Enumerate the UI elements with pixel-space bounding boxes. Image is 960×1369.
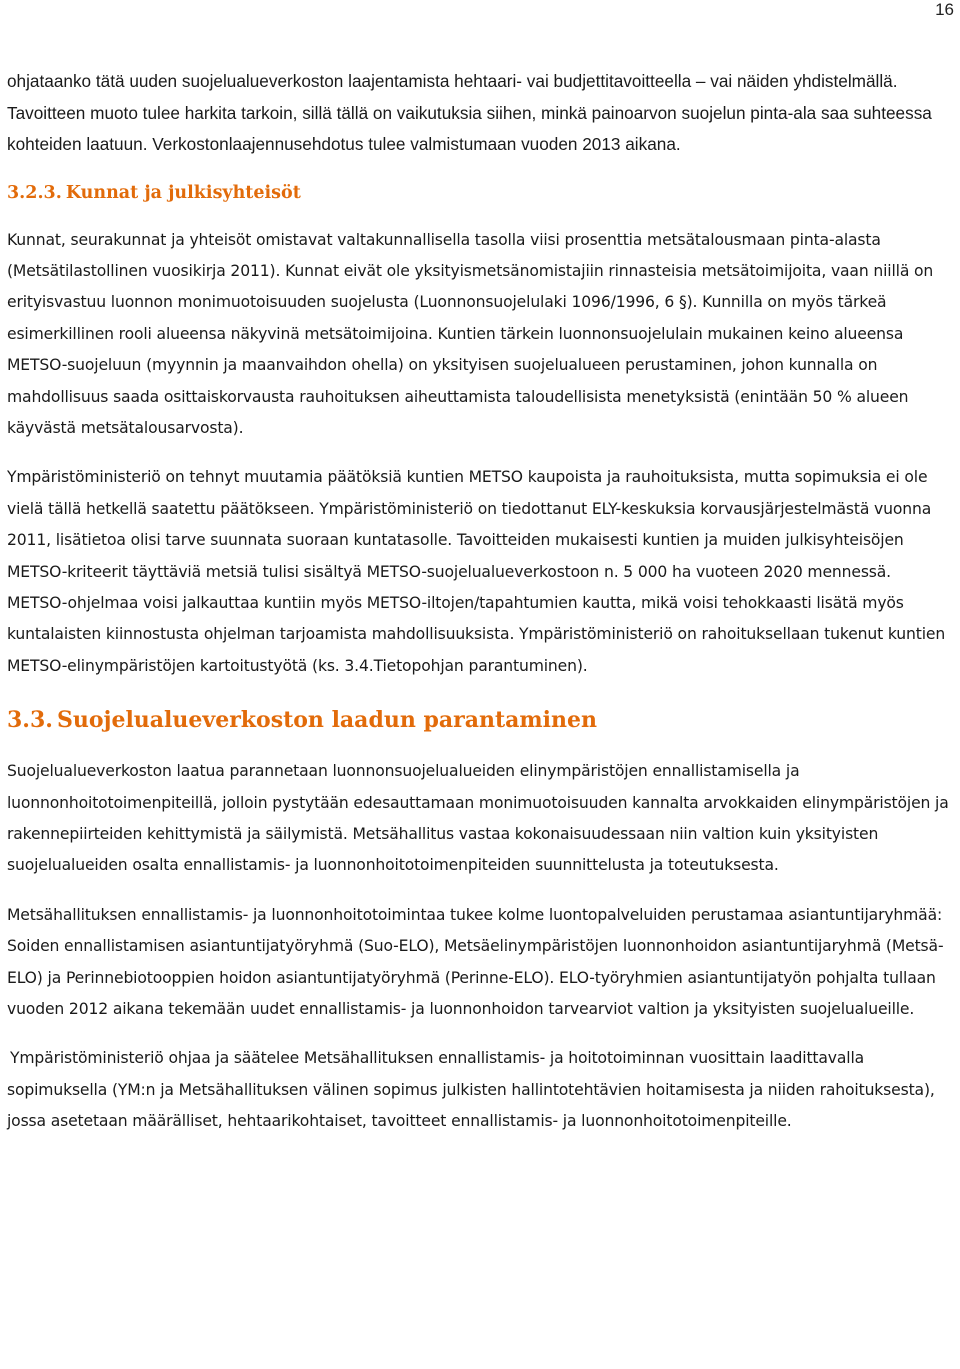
section-number: 3.3. [7, 707, 53, 734]
page-content [7, 66, 953, 1138]
paragraph: Suojelualueverkoston laatua parannetaan luonnonsuojelualueiden elinympäristöjen ennallistamisella ja luonnonhoitotoimenpiteillä, jolloin pystytään edesauttamaan monimuotoisuuden kannalta arvokkaiden elinympäristöjen ja rakennepiirteiden kehittymistä ja säilymistä. Metsähallitus vastaa kokonaisuudessaan niin valtion kuin yksityisten suojelualueiden osalta ennallistamis- ja luonnonhoitotoimenpiteiden suunnittelusta ja toteutuksesta. [7, 762, 949, 875]
section-heading-3-3 [7, 706, 953, 734]
paragraph: Ympäristöministeriö ohjaa ja säätelee Metsähallituksen ennallistamis- ja hoitotoiminnan vuosittain laadittavalla sopimuksella (YM:n ja Metsähallituksen välinen sopimus julkisten hallintotehtävien hoitamisesta ja niiden rahoituksesta), jossa asetetaan määrälliset, hehtaarikohtaiset, tavoitteet ennallistamis- ja luonnonhoitotoimenpiteille. [7, 1049, 935, 1131]
page-number: 16 [935, 0, 954, 19]
section-title: Kunnat ja julkisyhteisöt [65, 182, 301, 203]
section-number: 3.2.3. [7, 182, 62, 203]
section-heading-3-2-3 [7, 181, 953, 205]
section-title: Suojelualueverkoston laadun parantaminen [56, 707, 597, 734]
paragraph: Ympäristöministeriö on tehnyt muutamia päätöksiä kuntien METSO kaupoista ja rauhoituksista, mutta sopimuksia ei ole vielä tällä hetkellä saatettu päätökseen. Ympäristöministeriö on tiedottanut ELY-keskuksia korvausjärjestelmästä vuonna 2011, lisätietoa olisi tarve suunnata suoraan kuntatasolle. Tavoitteiden mukaisesti kuntien ja muiden julkisyhteisöjen METSO-kriteerit täyttäviä metsiä tulisi sisältyä METSO-suojelualueverkostoon n. 5 000 ha vuoteen 2020 mennessä. METSO-ohjelmaa voisi jalkauttaa kuntiin myös METSO-iltojen/tapahtumien kautta, mikä voisi tehokkaasti lisätä myös kuntalaisten kiinnostusta ohjelman tarjoamista mahdollisuuksista. Ympäristöministeriö on rahoituksellaan tukenut kuntien METSO-elinympäristöjen kartoitustyötä (ks. 3.4.Tietopohjan parantuminen). [7, 468, 946, 675]
intro-paragraph: ohjataanko tätä uuden suojelualueverkoston laajentamista hehtaari- vai budjettitavoitteella – vai näiden yhdistelmällä. Tavoitteen muoto tulee harkita tarkoin, sillä tällä on vaikutuksia siihen, minkä painoarvon suojelun pinta-ala saa suhteessa kohteiden laatuun. Verkostonlaajennusehdotus tulee valmistumaan vuoden 2013 aikana. [7, 71, 932, 154]
paragraph: Metsähallituksen ennallistamis- ja luonnonhoitotoimintaa tukee kolme luontopalveluiden perustamaa asiantuntijaryhmää: Soiden ennallistamisen asiantuntijatyöryhmä (Suo-ELO), Metsäelinympäristöjen luonnonhoidon asiantuntijaryhmä (Metsä-ELO) ja Perinnebiotooppien hoidon asiantuntijatyöryhmä (Perinne-ELO). ELO-työryhmien asiantuntijatyön pohjalta tullaan vuoden 2012 aikana tekemään uudet ennallistamis- ja luonnonhoidon tarvearviot valtion ja yksityisten suojelualueille. [7, 905, 944, 1019]
paragraph: Kunnat, seurakunnat ja yhteisöt omistavat valtakunnallisella tasolla viisi prosenttia metsätalousmaan pinta-alasta (Metsätilastollinen vuosikirja 2011). Kunnat eivät ole yksityismetsänomistajiin rinnasteisia metsätoimijoita, vaan niillä on erityisvastuu luonnon monimuotoisuuden suojelusta (Luonnonsuojelulaki 1096/1996, 6 §). Kunnilla on myös tärkeä esimerkillinen rooli alueensa näkyvinä metsätoimijoina. Kuntien tärkein luonnonsuojelulain mukainen keino alueensa METSO-suojeluun (myynnin ja maanvaihdon ohella) on yksityisen suojelualueen perustaminen, johon kunnalla on mahdollisuus saada osittaiskorvausta rauhoituksen aiheuttamista taloudellisista menetyksistä (enintään 50 % alueen käyvästä metsätalousarvosta). [7, 230, 934, 437]
